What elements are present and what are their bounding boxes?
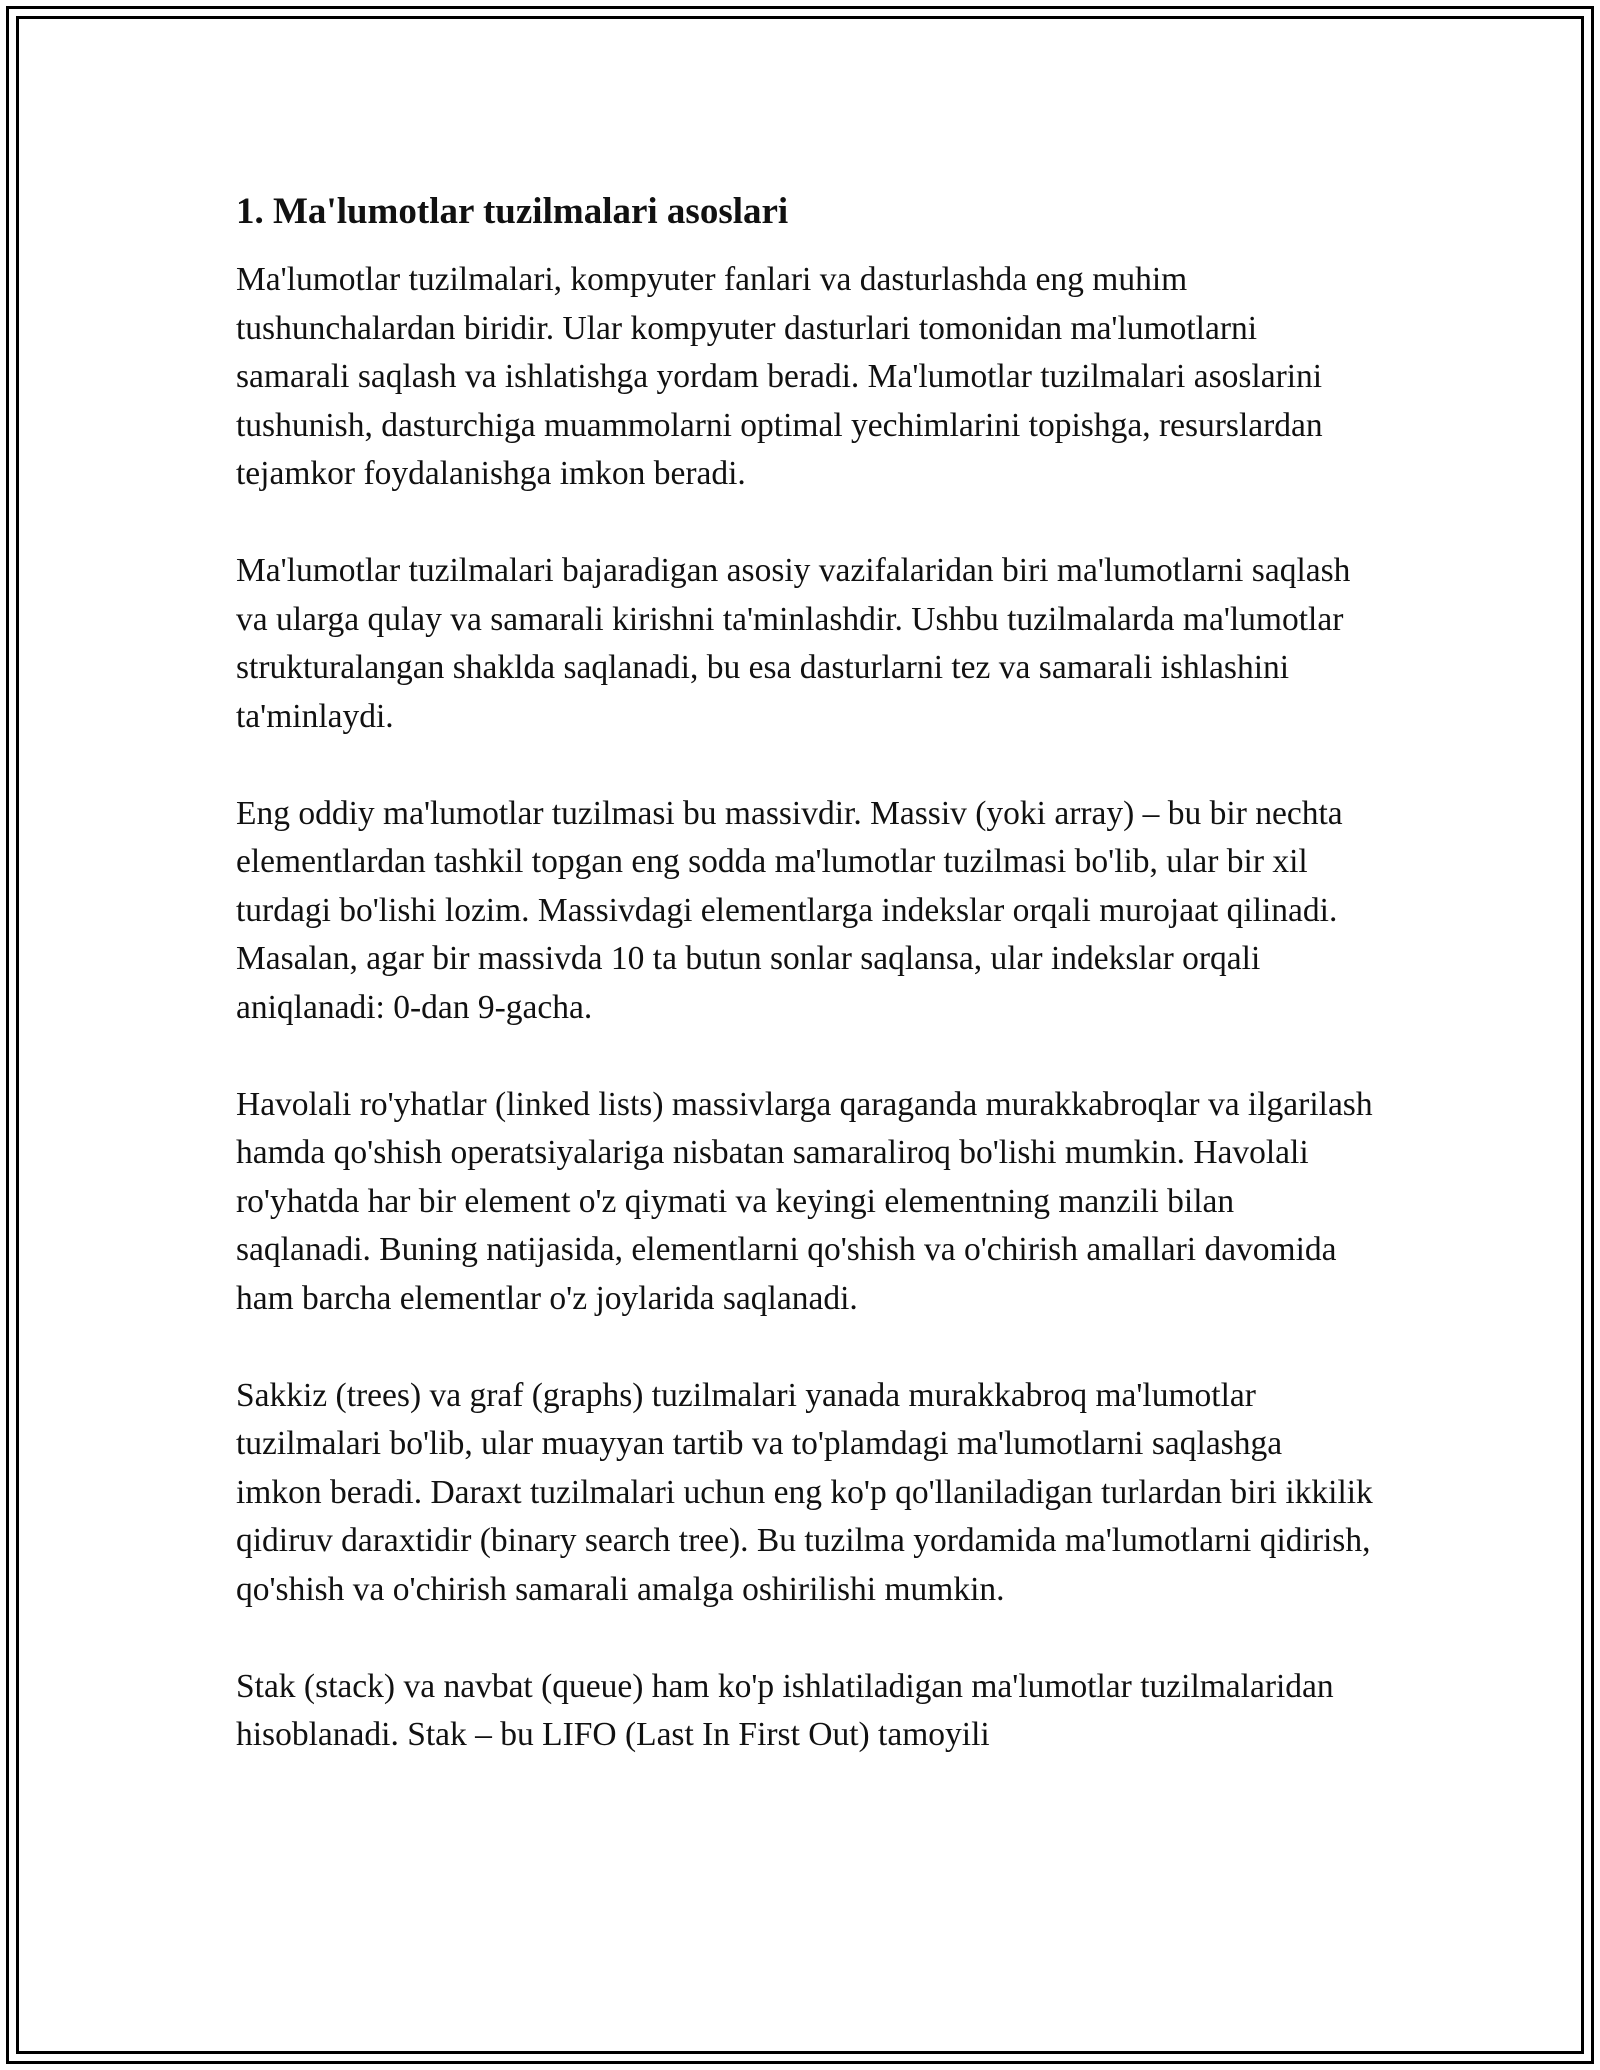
document-body [236,186,1376,1760]
paragraph-linked-lists: Havolali ro'yhatlar (linked lists) massivlarga qaraganda murakkabroqlar va ilgarilash hamda qo'shish operatsiyalariga nisbatan samaraliroq bo'lishi mumkin. Havolali ro'yhatda har bir element o'z qiymati va keyingi elementning manzili bilan saqlanadi. Buning natijasida, elementlarni qo'shish va o'chirish amallari davomida ham barcha elementlar o'z joylarida saqlanadi. [236,1085,1373,1317]
paragraph-trees-graphs: Sakkiz (trees) va graf (graphs) tuzilmalari yanada murakkabroq ma'lumotlar tuzilmalari bo'lib, ular muayyan tartib va to'plamdagi ma'lumotlarni saqlashga imkon beradi. Daraxt tuzilmalari uchun eng ko'p qo'llaniladigan turlardan biri ikkilik qidiruv daraxtidir (binary search tree). Bu tuzilma yordamida ma'lumotlarni qidirish, qo'shish va o'chirish samarali amalga oshirilishi mumkin. [236,1376,1373,1608]
paragraph-purpose: Ma'lumotlar tuzilmalari bajaradigan asosiy vazifalaridan biri ma'lumotlarni saqlash va ularga qulay va samarali kirishni ta'minlashdir. Ushbu tuzilmalarda ma'lumotlar strukturalangan shaklda saqlanadi, bu esa dasturlarni tez va samarali ishlashini ta'minlaydi. [236,552,1351,735]
section-heading: 1. Ma'lumotlar tuzilmalari asoslari [236,191,789,232]
paragraph-intro: Ma'lumotlar tuzilmalari, kompyuter fanlari va dasturlashda eng muhim tushunchalardan biridir. Ular kompyuter dasturlari tomonidan ma'lumotlarni samarali saqlash va ishlatishga yordam beradi. Ma'lumotlar tuzilmalari asoslarini tushunish, dasturchiga muammolarni optimal yechimlarini topishga, resurslardan tejamkor foydalanishga imkon beradi. [236,261,1323,492]
paragraph-arrays: Eng oddiy ma'lumotlar tuzilmasi bu massivdir. Massiv (yoki array) – bu bir nechta elementlardan tashkil topgan eng sodda ma'lumotlar tuzilmasi bo'lib, ular bir xil turdagi bo'lishi lozim. Massivdagi elementlarga indekslar orqali murojaat qilinadi. Masalan, agar bir massivda 10 ta butun sonlar saqlansa, ular indekslar orqali aniqlanadi: 0-dan 9-gacha. [236,794,1343,1026]
paragraph-stack-queue: Stak (stack) va navbat (queue) ham ko'p ishlatiladigan ma'lumotlar tuzilmalaridan hisoblanadi. Stak – bu LIFO (Last In First Out) tamoyili [236,1667,1334,1753]
